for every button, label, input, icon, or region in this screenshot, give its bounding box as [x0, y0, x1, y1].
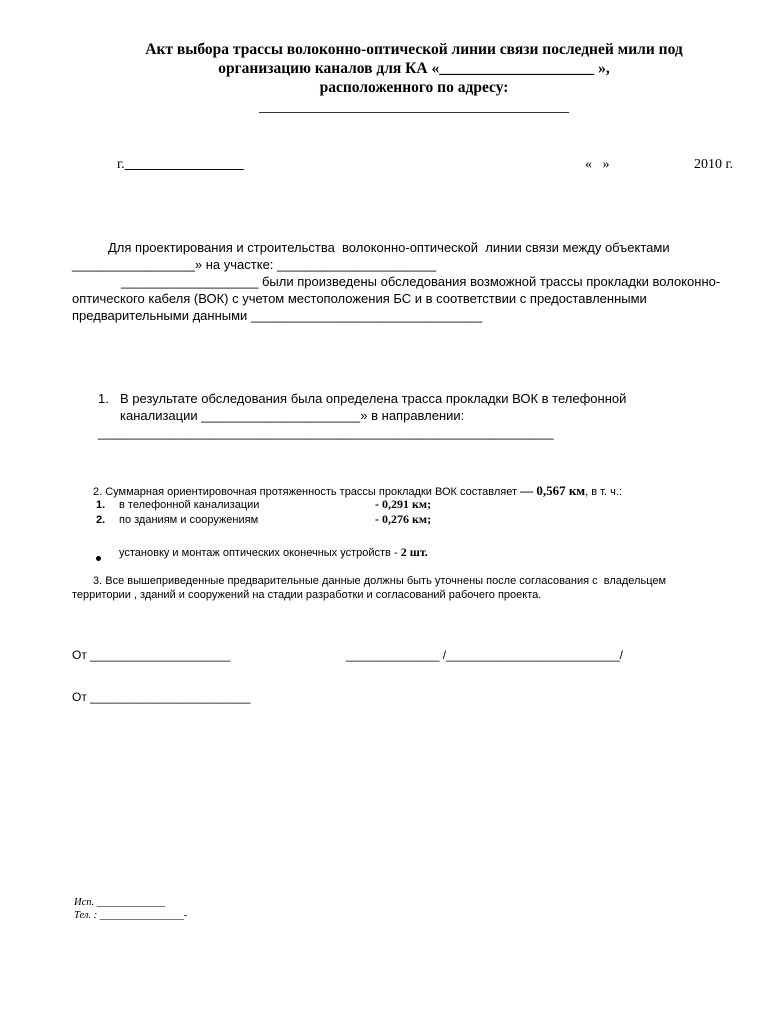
date-quotes: « » [585, 157, 610, 172]
sub-item-1 [96, 499, 105, 511]
item2-line [93, 483, 622, 499]
bullet-text: установку и монтаж оптических оконечных устройств - [119, 547, 401, 559]
city-label: г. [117, 157, 125, 172]
executor-label: Исп. _____________ [74, 897, 165, 908]
title-line-1: Акт выбора трассы волоконно-оптической линии связи последней мили под [145, 41, 683, 58]
item1-line-3: _______________________________________________________________ [98, 425, 554, 440]
item2-total: — 0,567 км [520, 483, 586, 498]
intro-line-3: ___________________ были произведены обследования возможной трассы прокладки волоконно- [121, 274, 721, 289]
item1-line-2: канализации ______________________» в направлении: [120, 408, 465, 423]
intro-line-5: предварительными данными ________________________________ [72, 308, 483, 323]
sub1-number: 1. [96, 499, 106, 511]
item2-prefix: 2. Суммарная ориентировочная протяженность трассы прокладки ВОК составляет [93, 486, 521, 498]
document-title [60, 40, 768, 116]
intro-line-2: _________________» на участке: ______________________ [72, 257, 437, 272]
item2-suffix: , в т. ч.: [585, 486, 622, 498]
city-line [117, 157, 244, 173]
title-line-3: расположенного по адресу: [319, 79, 509, 96]
bullet-line [119, 545, 428, 560]
item1-line-1: В результате обследования была определена трасса прокладки ВОК в телефонной [120, 391, 627, 406]
year: 2010 г. [694, 157, 734, 172]
intro-line-1: Для проектирования и строительства волоконно-оптической линии связи между объектами [108, 240, 670, 255]
intro-line-4: оптического кабеля (ВОК) с учетом местоположения БС и в соответствии с предоставленными [72, 291, 647, 306]
bullet-value: 2 шт. [400, 545, 428, 559]
sub2-label: по зданиям и сооружениям [119, 514, 259, 526]
bullet-icon [96, 548, 101, 566]
title-line-2: организацию каналов для КА «____________________ », [218, 60, 610, 77]
item3-line-1: 3. Все вышеприведенные предварительные данные должны быть уточнены после согласования с владельцем [93, 575, 667, 587]
item3-line-2: территории , зданий и сооружений на стадии разработки и согласований рабочего проекта. [72, 589, 542, 601]
from-1-signature: ______________ /__________________________/ [346, 648, 623, 662]
city-blank: _________________ [124, 157, 244, 172]
sub1-label: в телефонной канализации [119, 499, 260, 511]
title-line-4: ________________________________________ [259, 98, 569, 115]
sub2-number: 2. [96, 514, 106, 526]
item1-number: 1. [98, 391, 109, 406]
phone-label: Тел. : ________________- [74, 910, 188, 921]
from-1-label: От _____________________ [72, 648, 231, 662]
sub-item-2 [96, 514, 105, 526]
sub2-value: - 0,276 км; [375, 512, 432, 526]
from-2-label: От ________________________ [72, 690, 251, 704]
sub1-value: - 0,291 км; [375, 497, 432, 511]
